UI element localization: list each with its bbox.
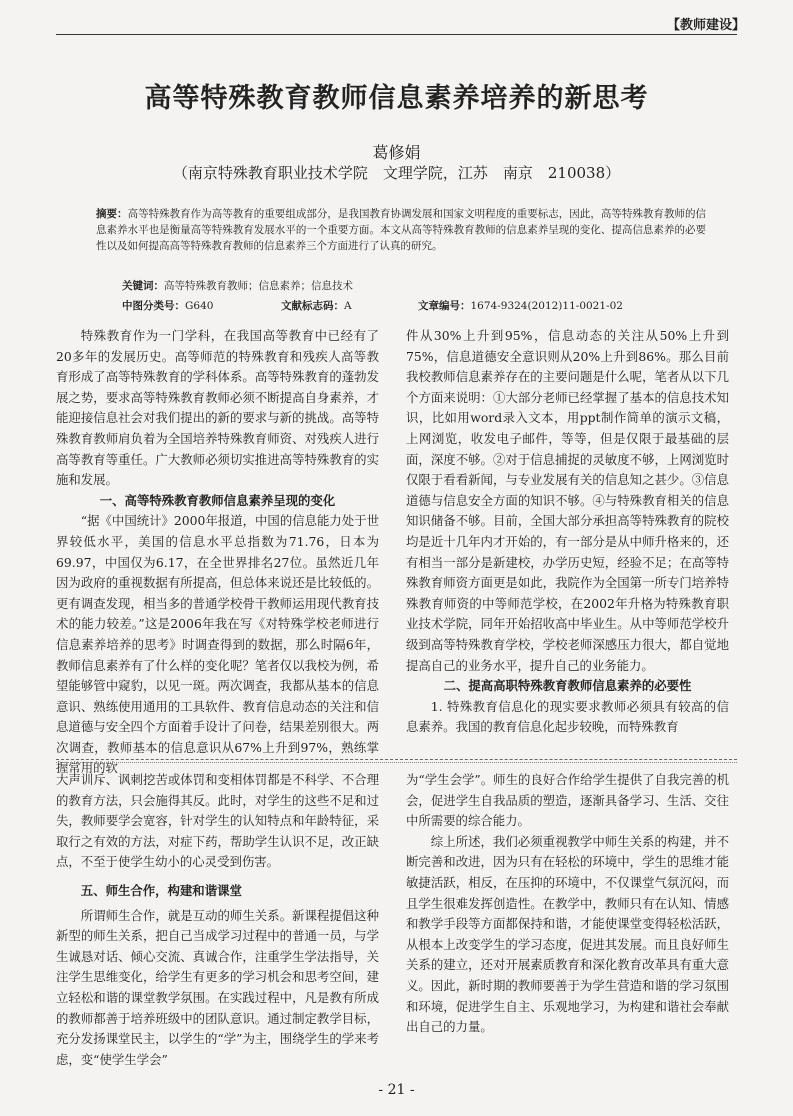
abstract-text: 高等特殊教育作为高等教育的重要组成部分，是我国教育协调发展和国家文明程度的重要标志，因此，高等特殊教育教师的信息素养水平也是衡量高等特殊教育发展水平的一个重要方面。本文从高等特殊教育教师的信息素养呈现的变化、提高信息素养的必要性以及如何提高高等特殊教育教师的信息素养三个方面进行了认真的研究。: [96, 208, 707, 252]
keywords: [122, 278, 353, 293]
keywords-text: 高等特殊教育教师；信息素养；信息技术: [164, 280, 353, 292]
author-name: 葛修娟: [372, 143, 421, 162]
clc-label: 中图分类号：: [122, 300, 185, 312]
doc-value: A: [344, 300, 352, 312]
author-affiliation: （南京特殊教育职业技术学院 文理学院，江苏 南京 210038）: [172, 164, 621, 182]
article-divider: [56, 759, 737, 760]
document-code: [281, 298, 352, 313]
article-no-label: 文章编号：: [418, 300, 471, 312]
paragraph: 1. 特殊教育信息化的现实要求教师必须具有较高的信息素养。我国的教育信息化起步较晚，而特殊教育: [406, 698, 729, 735]
article-number: [418, 298, 623, 313]
column-upper-right: [406, 326, 729, 738]
paragraph: 综上所述，我们必须重视教学中师生关系的构建，并不断完善和改进，因为只有在轻松的环境中，学生的思维才能敏捷活跃，相反，在压抑的环境中，不仅课堂气氛沉闷，而且学生很难发挥创造性。在教学中，教师只有在认知、情感和教学手段等方面都保持和谐，才能使课堂变得轻松活跃，从根本上改变学生的学习态度，促进其发展。而且良好师生关系的建立，还对开展素质教育和深化教育改革具有重大意义。因此，新时期的教师要善于为学生营造和谐的学习氛围和环境，促进学生自主、乐观地学习，为构建和谐社会奉献出自己的力量。: [406, 833, 729, 1035]
article-no-value: 1674-9324(2012)11-0021-02: [470, 300, 623, 312]
column-lower-left: [56, 770, 379, 1070]
paragraph: 大声训斥、讽刺挖苦或体罚和变相体罚都是不科学、不合理的教育方法，只会施得其反。此时，对学生的这些不足和过失，教师要学会宽容，针对学生的认知特点和年龄特征，采取行之有效的方法，对症下药，帮助学生认识不足，改正缺点，不至于使学生幼小的心灵受到伤害。: [56, 772, 379, 870]
clc-value: G640: [185, 300, 214, 312]
clc-number: [122, 298, 213, 313]
header-rule: [56, 34, 737, 35]
keywords-label: 关键词：: [122, 280, 164, 292]
section-heading: 一、高等特殊教育教师信息素养呈现的变化: [99, 492, 336, 508]
section-heading: 五、师生合作，构建和谐课堂: [80, 882, 242, 898]
page-number: - 21 -: [378, 1082, 415, 1098]
article-title: 高等特殊教育教师信息素养培养的新思考: [144, 83, 649, 114]
section-heading: 二、提高高职特殊教育教师信息素养的必要性: [443, 678, 692, 694]
section-tag: 【教师建设】: [666, 18, 745, 33]
paragraph: “据《中国统计》2000年报道，中国的信息能力处于世界较低水平，美国的信息水平总指数为71.76，日本为69.97，中国仅为6.17，在全世界排名27位。虽然近几年因为政府的重视数据有所提高，但总体来说还是比较低的。更有调查发现，相当多的普通学校骨干教师运用现代教育技术的能力较差。”这是2006年我在写《对特殊学校老师进行信息素养培养的思考》时调查得到的数据，那么时隔6年，教师信息素养有了什么样的变化呢？笔者仅以我校为例，希望能够管中窥豹，以见一斑。两次调查，我都从基本的信息意识、熟练使用通用的工具软件、教育信息动态的关注和信息道德与安全四个方面着手设计了问卷，结果差别很大。两次调查，教师基本的信息意识从67%上升到97%，熟练掌握常用的软: [56, 513, 379, 776]
paragraph: 件从30%上升到95%，信息动态的关注从50%上升到75%，信息道德安全意识则从20%上升到86%。那么目前我校教师信息素养存在的主要问题是什么呢，笔者从以下几个方面来说明：①大部分老师已经掌握了基本的信息技术知识，比如用word录入文本，用ppt制作简单的演示文稿，上网浏览，收发电子邮件，等等，但是仅限于最基础的层面，深度不够。②对于信息捕捉的灵敏度不够，上网浏览时仅限于看看新闻，与专业发展有关的信息知之甚少。③信息道德与信息安全方面的知识不够。④与特殊教育相关的信息知识储备不够。目前，全国大部分承担高等特殊教育的院校均是近十几年内才开始的，有一部分是从中师升格来的，还有相当一部分是新建校，办学历史短，经验不足；在高等特殊教育师资方面更是如此，我院作为全国第一所专门培养特殊教育师资的中等师范学校，在2002年升格为特殊教育职业技术学院，同年开始招收高中毕业生。从中等师范学校升级到高等特殊教育学校，学校老师深感压力很大，都自觉地提高自己的业务水平，提升自己的业务能力。: [406, 328, 729, 673]
paragraph: 所谓师生合作，就是互动的师生关系。新课程提倡这种新型的师生关系，把自己当成学习过程中的普通一员，与学生诚恳对话、倾心交流、真诚合作，注重学生学法指导，关注学生思维变化，给学生有更多的学习机会和思考空间，建立轻松和谐的课堂教学氛围。在实践过程中，凡是教有所成的教师都善于培养班级中的团队意识。通过制定教学目标，充分发扬课堂民主，以学生的“学”为主，围绕学生的学来考虑，变“使学生学会”: [56, 907, 379, 1067]
column-upper-left: [56, 326, 379, 779]
paragraph: 为“学生会学”。师生的良好合作给学生提供了自我完善的机会，促进学生自我品质的塑造，逐渐具备学习、生活、交往中所需要的综合能力。: [406, 772, 729, 829]
doc-label: 文献标志码：: [281, 300, 344, 312]
column-lower-right: [406, 770, 729, 1038]
paragraph: 特殊教育作为一门学科，在我国高等教育中已经有了20多年的发展历史。高等师范的特殊教育和残疾人高等教育形成了高等特殊教育的学科体系。高等特殊教育的蓬勃发展之势，要求高等特殊教育教师必须不断提高自身素养，才能迎接信息社会对我们提出的新的要求与新的挑战。高等特殊教育教师肩负着为全国培养特殊教育师资、对残疾人进行高等教育等重任。广大教师必须切实推进高等特殊教育的实施和发展。: [56, 328, 379, 488]
abstract: [96, 206, 706, 254]
abstract-label: 摘要：: [96, 208, 128, 220]
